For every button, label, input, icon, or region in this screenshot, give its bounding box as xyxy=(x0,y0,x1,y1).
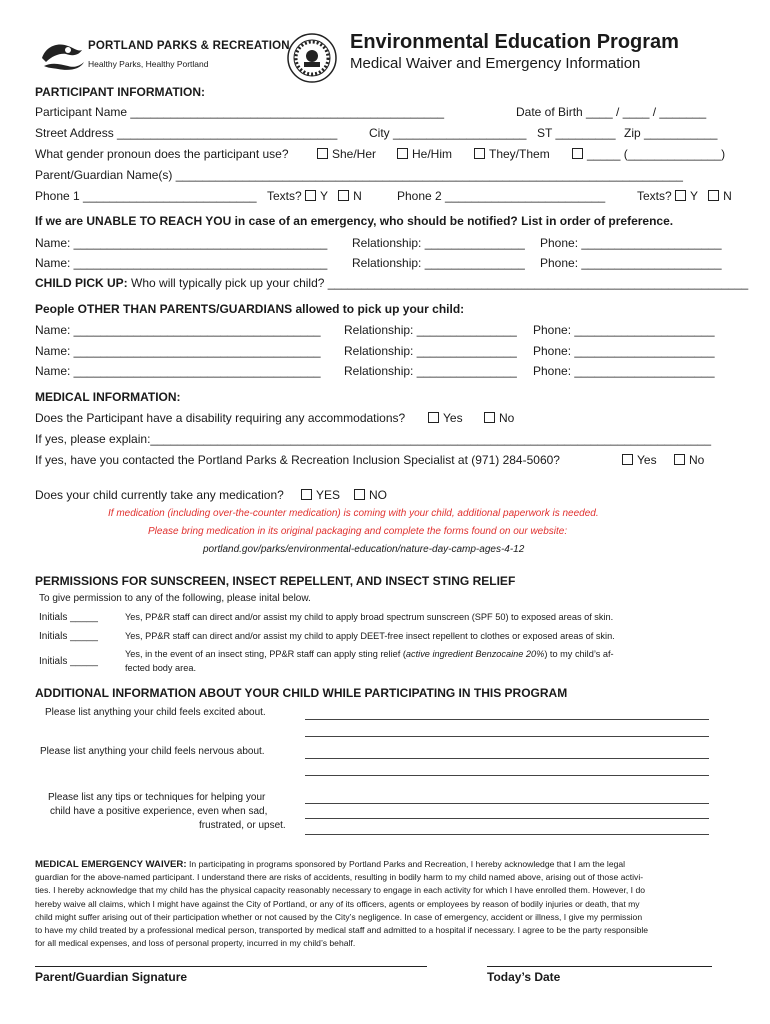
child-pickup-field[interactable]: CHILD PICK UP: Who will typically pick up your child? _______________________________________________________________ xyxy=(35,276,749,290)
tips-answer-line[interactable] xyxy=(305,818,709,819)
medication-note-2: Please bring medication in its original packaging and complete the forms found on our website: xyxy=(148,526,568,537)
date-of-birth-field[interactable]: Date of Birth ____ / ____ / _______ xyxy=(516,105,707,119)
checkbox-icon[interactable] xyxy=(622,454,633,465)
emergency-name-field[interactable]: Name: ______________________________________ xyxy=(35,236,328,250)
waiver-line: MEDICAL EMERGENCY WAIVER: In participating in programs sponsored by Portland Parks and Recreation, I hereby acknowledge that I am the legal xyxy=(35,859,626,870)
pickup-name-field[interactable]: Name: _____________________________________ xyxy=(35,364,321,378)
disability-yes-option[interactable]: Yes xyxy=(428,411,463,425)
org-tagline: Healthy Parks, Healthy Portland xyxy=(88,59,209,69)
checkbox-icon[interactable] xyxy=(301,489,312,500)
sting-initials-field[interactable]: Initials _____ xyxy=(39,656,98,667)
guardian-name-field[interactable]: Parent/Guardian Name(s) ____________________________________________________________________________ xyxy=(35,168,683,182)
emergency-name-field[interactable]: Name: ______________________________________ xyxy=(35,256,328,270)
repellent-permission-text: Yes, PP&R staff can direct and/or assist my child to apply DEET-free insect repellent to clothes or exposed areas of skin. xyxy=(125,631,615,641)
pronoun-question: What gender pronoun does the participant use? xyxy=(35,147,289,161)
tips-question-cont: frustrated, or upset. xyxy=(199,820,286,831)
checkbox-icon[interactable] xyxy=(354,489,365,500)
portland-parks-logo-icon xyxy=(38,38,86,72)
emergency-relationship-field[interactable]: Relationship: _______________ xyxy=(352,256,525,270)
participant-heading: PARTICIPANT INFORMATION: xyxy=(35,85,205,99)
repellent-initials-field[interactable]: Initials _____ xyxy=(39,631,98,642)
waiver-line: child might suffer arising out of their participation whether or not caused by the City’s negligence. In case of emergency, accident or illness, I give my permission xyxy=(35,911,643,922)
pronoun-he-option[interactable]: He/Him xyxy=(397,147,452,161)
medication-no-option[interactable]: NO xyxy=(354,488,387,502)
tips-question-cont: child have a positive experience, even when sad, xyxy=(50,806,268,817)
phone2-texts: Texts? Y N xyxy=(637,189,732,203)
checkbox-icon[interactable] xyxy=(397,148,408,159)
signature-label: Parent/Guardian Signature xyxy=(35,970,188,984)
nervous-answer-line[interactable] xyxy=(305,758,709,759)
pronoun-other-option[interactable]: _____ (______________) xyxy=(572,147,725,161)
additional-info-heading: ADDITIONAL INFORMATION ABOUT YOUR CHILD WHILE PARTICIPATING IN THIS PROGRAM xyxy=(35,686,568,700)
phone1-texts: Texts? Y N xyxy=(267,189,362,203)
permissions-heading: PERMISSIONS FOR SUNSCREEN, INSECT REPELLENT, AND INSECT STING RELIEF xyxy=(35,574,516,588)
checkbox-icon[interactable] xyxy=(338,190,349,201)
sunscreen-initials-field[interactable]: Initials _____ xyxy=(39,612,98,623)
disability-no-option[interactable]: No xyxy=(484,411,514,425)
page-title: Environmental Education Program xyxy=(350,31,679,53)
pickup-relationship-field[interactable]: Relationship: _______________ xyxy=(344,344,517,358)
permissions-intro: To give permission to any of the following, please inital below. xyxy=(39,593,311,604)
tips-question: Please list any tips or techniques for helping your xyxy=(48,792,266,803)
emergency-relationship-field[interactable]: Relationship: _______________ xyxy=(352,236,525,250)
inclusion-no-option[interactable]: No xyxy=(674,453,704,467)
street-address-field[interactable]: Street Address _________________________________ xyxy=(35,126,338,140)
waiver-line: hereby waive all claims, which I might have against the City of Portland, or any of its officers, agents or employees by reason of bodily injuries or death, that my xyxy=(35,898,640,909)
medication-note-1: If medication (including over-the-counter medication) is coming with your child, additional paperwork is needed. xyxy=(108,508,599,519)
state-field[interactable]: ST _________ xyxy=(537,126,616,140)
pronoun-they-option[interactable]: They/Them xyxy=(474,147,550,161)
nervous-question: Please list anything your child feels nervous about. xyxy=(40,746,265,757)
pickup-relationship-field[interactable]: Relationship: _______________ xyxy=(344,364,517,378)
zip-field[interactable]: Zip ___________ xyxy=(624,126,718,140)
pickup-phone-field[interactable]: Phone: _____________________ xyxy=(533,364,715,378)
excited-answer-line[interactable] xyxy=(305,719,709,720)
checkbox-icon[interactable] xyxy=(305,190,316,201)
city-seal-icon xyxy=(286,32,338,84)
inclusion-contact-question: If yes, have you contacted the Portland Parks & Recreation Inclusion Specialist at (971) 284-5060? xyxy=(35,453,560,467)
sunscreen-permission-text: Yes, PP&R staff can direct and/or assist my child to apply broad spectrum sunscreen (SPF 50) to exposed areas of skin. xyxy=(125,612,614,622)
signature-line[interactable] xyxy=(35,966,427,967)
phone2-field[interactable]: Phone 2 ________________________ xyxy=(397,189,606,203)
medical-heading: MEDICAL INFORMATION: xyxy=(35,390,181,404)
participant-name-field[interactable]: Participant Name _______________________________________________ xyxy=(35,105,445,119)
checkbox-icon[interactable] xyxy=(317,148,328,159)
pickup-name-field[interactable]: Name: _____________________________________ xyxy=(35,344,321,358)
city-field[interactable]: City ____________________ xyxy=(369,126,527,140)
pickup-name-field[interactable]: Name: _____________________________________ xyxy=(35,323,321,337)
medication-question: Does your child currently take any medication? xyxy=(35,488,284,502)
pickup-phone-field[interactable]: Phone: _____________________ xyxy=(533,323,715,337)
org-name: PORTLAND PARKS & RECREATION xyxy=(88,40,290,52)
waiver-line: guardian for the above-named participant. I understand there are risks of accidents, resulting in bodily harm to my child named above, arising out of those activi- xyxy=(35,872,644,883)
checkbox-icon[interactable] xyxy=(572,148,583,159)
emergency-phone-field[interactable]: Phone: _____________________ xyxy=(540,236,722,250)
checkbox-icon[interactable] xyxy=(474,148,485,159)
waiver-line: ties. I hereby acknowledge that my child has the physical capacity reasonably necessary to engage in each activity for which I have enrolled them. However, I do xyxy=(35,885,646,896)
checkbox-icon[interactable] xyxy=(674,454,685,465)
waiver-section xyxy=(35,858,648,950)
emergency-heading: If we are UNABLE TO REACH YOU in case of an emergency, who should be notified? List in order of preference. xyxy=(35,214,674,228)
date-label: Today’s Date xyxy=(487,970,561,984)
inclusion-yes-option[interactable]: Yes xyxy=(622,453,657,467)
date-line[interactable] xyxy=(487,966,712,967)
phone1-field[interactable]: Phone 1 __________________________ xyxy=(35,189,257,203)
pronoun-she-option[interactable]: She/Her xyxy=(317,147,376,161)
sting-permission-text: Yes, in the event of an insect sting, PP&R staff can apply sting relief (active ingredient Benzocaine 20%) to my child’s af- xyxy=(125,649,614,659)
checkbox-icon[interactable] xyxy=(484,412,495,423)
excited-answer-line[interactable] xyxy=(305,736,709,737)
checkbox-icon[interactable] xyxy=(428,412,439,423)
sting-permission-text-cont: fected body area. xyxy=(125,663,196,673)
pickup-relationship-field[interactable]: Relationship: _______________ xyxy=(344,323,517,337)
nervous-answer-line[interactable] xyxy=(305,775,709,776)
checkbox-icon[interactable] xyxy=(708,190,719,201)
pickup-phone-field[interactable]: Phone: _____________________ xyxy=(533,344,715,358)
waiver-line: to have my child treated by a professional medical person, transported by medical staff and admitted to a hospital if necessary. I agree to be the party responsible xyxy=(35,925,649,936)
disability-question: Does the Participant have a disability requiring any accommodations? xyxy=(35,411,406,425)
checkbox-icon[interactable] xyxy=(675,190,686,201)
authorized-pickup-heading: People OTHER THAN PARENTS/GUARDIANS allowed to pick up your child: xyxy=(35,302,465,316)
medication-url[interactable]: portland.gov/parks/environmental-education/nature-day-camp-ages-4-12 xyxy=(203,544,525,555)
medication-yes-option[interactable]: YES xyxy=(301,488,340,502)
excited-question: Please list anything your child feels excited about. xyxy=(45,707,266,718)
waiver-line: for all medical expenses, and loss of personal property, incurred in my child’s behalf. xyxy=(35,938,356,949)
disability-explain-field[interactable]: If yes, please explain:____________________________________________________________________________________ xyxy=(35,432,712,446)
tips-answer-line[interactable] xyxy=(305,803,709,804)
tips-answer-line[interactable] xyxy=(305,834,709,835)
page-subtitle: Medical Waiver and Emergency Information xyxy=(350,55,641,72)
emergency-phone-field[interactable]: Phone: _____________________ xyxy=(540,256,722,270)
